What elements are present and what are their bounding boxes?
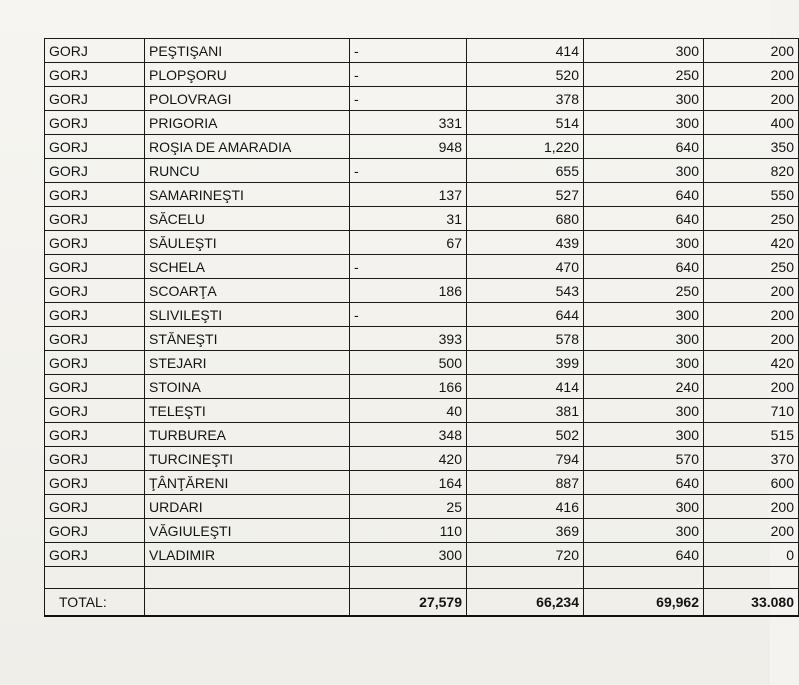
value-2-cell: 520: [467, 63, 584, 87]
value-3-cell: 300: [584, 87, 704, 111]
locality-name-cell: SLIVILEŞTI: [145, 303, 350, 327]
value-2-cell: 578: [467, 327, 584, 351]
locality-name-cell: ŢÂNŢĂRENI: [145, 471, 350, 495]
county-cell: GORJ: [45, 303, 145, 327]
value-1-cell: -: [350, 87, 467, 111]
value-3-cell: 300: [584, 303, 704, 327]
county-cell: GORJ: [45, 255, 145, 279]
county-cell: GORJ: [45, 111, 145, 135]
locality-name-cell: SĂULEŞTI: [145, 231, 350, 255]
table-row: [45, 255, 799, 279]
value-3-cell: 300: [584, 231, 704, 255]
value-3-cell: 640: [584, 135, 704, 159]
table-row: [45, 519, 799, 543]
value-4-cell: 820: [704, 159, 799, 183]
value-3-cell: 300: [584, 351, 704, 375]
value-1-cell: 25: [350, 495, 467, 519]
locality-name-cell: SAMARINEŞTI: [145, 183, 350, 207]
value-1-cell: 186: [350, 279, 467, 303]
value-2-cell: 378: [467, 87, 584, 111]
value-4-cell: 200: [704, 39, 799, 63]
table-row: [45, 327, 799, 351]
county-cell: GORJ: [45, 327, 145, 351]
value-2-cell: 794: [467, 447, 584, 471]
county-cell: GORJ: [45, 207, 145, 231]
value-4-cell: 420: [704, 351, 799, 375]
empty-cell: [584, 567, 704, 589]
value-3-cell: 640: [584, 255, 704, 279]
value-4-cell: 400: [704, 111, 799, 135]
value-3-cell: 300: [584, 327, 704, 351]
value-1-cell: -: [350, 303, 467, 327]
value-4-cell: 250: [704, 207, 799, 231]
value-4-cell: 200: [704, 303, 799, 327]
value-1-cell: 500: [350, 351, 467, 375]
value-4-cell: 200: [704, 327, 799, 351]
locality-name-cell: TURCINEŞTI: [145, 447, 350, 471]
locality-name-cell: STĂNEŞTI: [145, 327, 350, 351]
total-value-4: 33.080: [704, 589, 799, 617]
county-cell: GORJ: [45, 351, 145, 375]
value-3-cell: 250: [584, 279, 704, 303]
county-cell: GORJ: [45, 399, 145, 423]
empty-cell: [467, 567, 584, 589]
value-2-cell: 655: [467, 159, 584, 183]
value-1-cell: 110: [350, 519, 467, 543]
total-row: [45, 589, 799, 617]
table-row: [45, 543, 799, 567]
value-1-cell: 40: [350, 399, 467, 423]
table-row: [45, 303, 799, 327]
value-1-cell: -: [350, 255, 467, 279]
value-1-cell: 348: [350, 423, 467, 447]
table-row: [45, 39, 799, 63]
value-2-cell: 369: [467, 519, 584, 543]
table-row: [45, 231, 799, 255]
value-2-cell: 887: [467, 471, 584, 495]
value-4-cell: 200: [704, 279, 799, 303]
county-cell: GORJ: [45, 279, 145, 303]
empty-cell: [704, 567, 799, 589]
value-1-cell: -: [350, 159, 467, 183]
value-3-cell: 300: [584, 399, 704, 423]
locality-name-cell: SĂCELU: [145, 207, 350, 231]
value-4-cell: 350: [704, 135, 799, 159]
locality-name-cell: POLOVRAGI: [145, 87, 350, 111]
table-row: [45, 159, 799, 183]
value-2-cell: 399: [467, 351, 584, 375]
value-4-cell: 200: [704, 375, 799, 399]
value-2-cell: 720: [467, 543, 584, 567]
county-cell: GORJ: [45, 375, 145, 399]
value-4-cell: 515: [704, 423, 799, 447]
value-4-cell: 200: [704, 63, 799, 87]
table-body: [45, 39, 799, 617]
value-1-cell: 166: [350, 375, 467, 399]
total-value-3: 69,962: [584, 589, 704, 617]
locality-name-cell: VLADIMIR: [145, 543, 350, 567]
value-4-cell: 200: [704, 495, 799, 519]
table-row: [45, 351, 799, 375]
total-value-1: 27,579: [350, 589, 467, 617]
value-3-cell: 640: [584, 543, 704, 567]
locality-name-cell: TURBUREA: [145, 423, 350, 447]
locality-name-cell: PLOPŞORU: [145, 63, 350, 87]
table-row: [45, 111, 799, 135]
table-row: [45, 63, 799, 87]
table-row: [45, 135, 799, 159]
value-1-cell: 137: [350, 183, 467, 207]
value-2-cell: 680: [467, 207, 584, 231]
value-4-cell: 370: [704, 447, 799, 471]
county-cell: GORJ: [45, 471, 145, 495]
value-3-cell: 300: [584, 495, 704, 519]
county-cell: GORJ: [45, 519, 145, 543]
table-row: [45, 375, 799, 399]
value-3-cell: 250: [584, 63, 704, 87]
value-4-cell: 710: [704, 399, 799, 423]
value-2-cell: 414: [467, 39, 584, 63]
value-2-cell: 514: [467, 111, 584, 135]
value-1-cell: 67: [350, 231, 467, 255]
value-3-cell: 300: [584, 423, 704, 447]
county-cell: GORJ: [45, 183, 145, 207]
value-2-cell: 644: [467, 303, 584, 327]
value-4-cell: 200: [704, 519, 799, 543]
empty-cell: [350, 567, 467, 589]
total-name-cell: [145, 589, 350, 617]
table-row: [45, 279, 799, 303]
value-2-cell: 527: [467, 183, 584, 207]
empty-cell: [45, 567, 145, 589]
table-row: [45, 87, 799, 111]
value-4-cell: 420: [704, 231, 799, 255]
locality-name-cell: STEJARI: [145, 351, 350, 375]
county-cell: GORJ: [45, 543, 145, 567]
value-2-cell: 543: [467, 279, 584, 303]
localities-table: [44, 38, 799, 617]
value-2-cell: 1,220: [467, 135, 584, 159]
county-cell: GORJ: [45, 135, 145, 159]
value-3-cell: 300: [584, 159, 704, 183]
value-1-cell: 331: [350, 111, 467, 135]
locality-name-cell: RUNCU: [145, 159, 350, 183]
value-2-cell: 439: [467, 231, 584, 255]
table-row: [45, 423, 799, 447]
value-2-cell: 381: [467, 399, 584, 423]
value-1-cell: 164: [350, 471, 467, 495]
value-1-cell: 31: [350, 207, 467, 231]
locality-name-cell: TELEŞTI: [145, 399, 350, 423]
value-1-cell: 948: [350, 135, 467, 159]
county-cell: GORJ: [45, 495, 145, 519]
county-cell: GORJ: [45, 447, 145, 471]
value-4-cell: 250: [704, 255, 799, 279]
value-3-cell: 640: [584, 207, 704, 231]
locality-name-cell: SCOARŢA: [145, 279, 350, 303]
value-3-cell: 640: [584, 183, 704, 207]
table-row: [45, 399, 799, 423]
value-2-cell: 470: [467, 255, 584, 279]
county-cell: GORJ: [45, 63, 145, 87]
county-cell: GORJ: [45, 231, 145, 255]
table-row: [45, 207, 799, 231]
county-cell: GORJ: [45, 87, 145, 111]
empty-row: [45, 567, 799, 589]
value-3-cell: 300: [584, 111, 704, 135]
table-row: [45, 495, 799, 519]
value-4-cell: 600: [704, 471, 799, 495]
locality-name-cell: ROŞIA DE AMARADIA: [145, 135, 350, 159]
value-2-cell: 416: [467, 495, 584, 519]
value-3-cell: 300: [584, 39, 704, 63]
total-value-2: 66,234: [467, 589, 584, 617]
locality-name-cell: VĂGIULEŞTI: [145, 519, 350, 543]
locality-name-cell: SCHELA: [145, 255, 350, 279]
value-3-cell: 570: [584, 447, 704, 471]
county-cell: GORJ: [45, 39, 145, 63]
value-2-cell: 414: [467, 375, 584, 399]
locality-name-cell: URDARI: [145, 495, 350, 519]
county-cell: GORJ: [45, 159, 145, 183]
value-3-cell: 240: [584, 375, 704, 399]
value-1-cell: 393: [350, 327, 467, 351]
county-cell: GORJ: [45, 423, 145, 447]
value-1-cell: -: [350, 39, 467, 63]
value-4-cell: 550: [704, 183, 799, 207]
table-row: [45, 471, 799, 495]
value-1-cell: 420: [350, 447, 467, 471]
total-label: TOTAL:: [45, 589, 145, 617]
locality-name-cell: PRIGORIA: [145, 111, 350, 135]
value-1-cell: 300: [350, 543, 467, 567]
empty-cell: [145, 567, 350, 589]
table-row: [45, 183, 799, 207]
locality-name-cell: STOINA: [145, 375, 350, 399]
value-1-cell: -: [350, 63, 467, 87]
value-3-cell: 300: [584, 519, 704, 543]
value-4-cell: 200: [704, 87, 799, 111]
value-4-cell: 0: [704, 543, 799, 567]
value-2-cell: 502: [467, 423, 584, 447]
table-row: [45, 447, 799, 471]
locality-name-cell: PEŞTIŞANI: [145, 39, 350, 63]
value-3-cell: 640: [584, 471, 704, 495]
